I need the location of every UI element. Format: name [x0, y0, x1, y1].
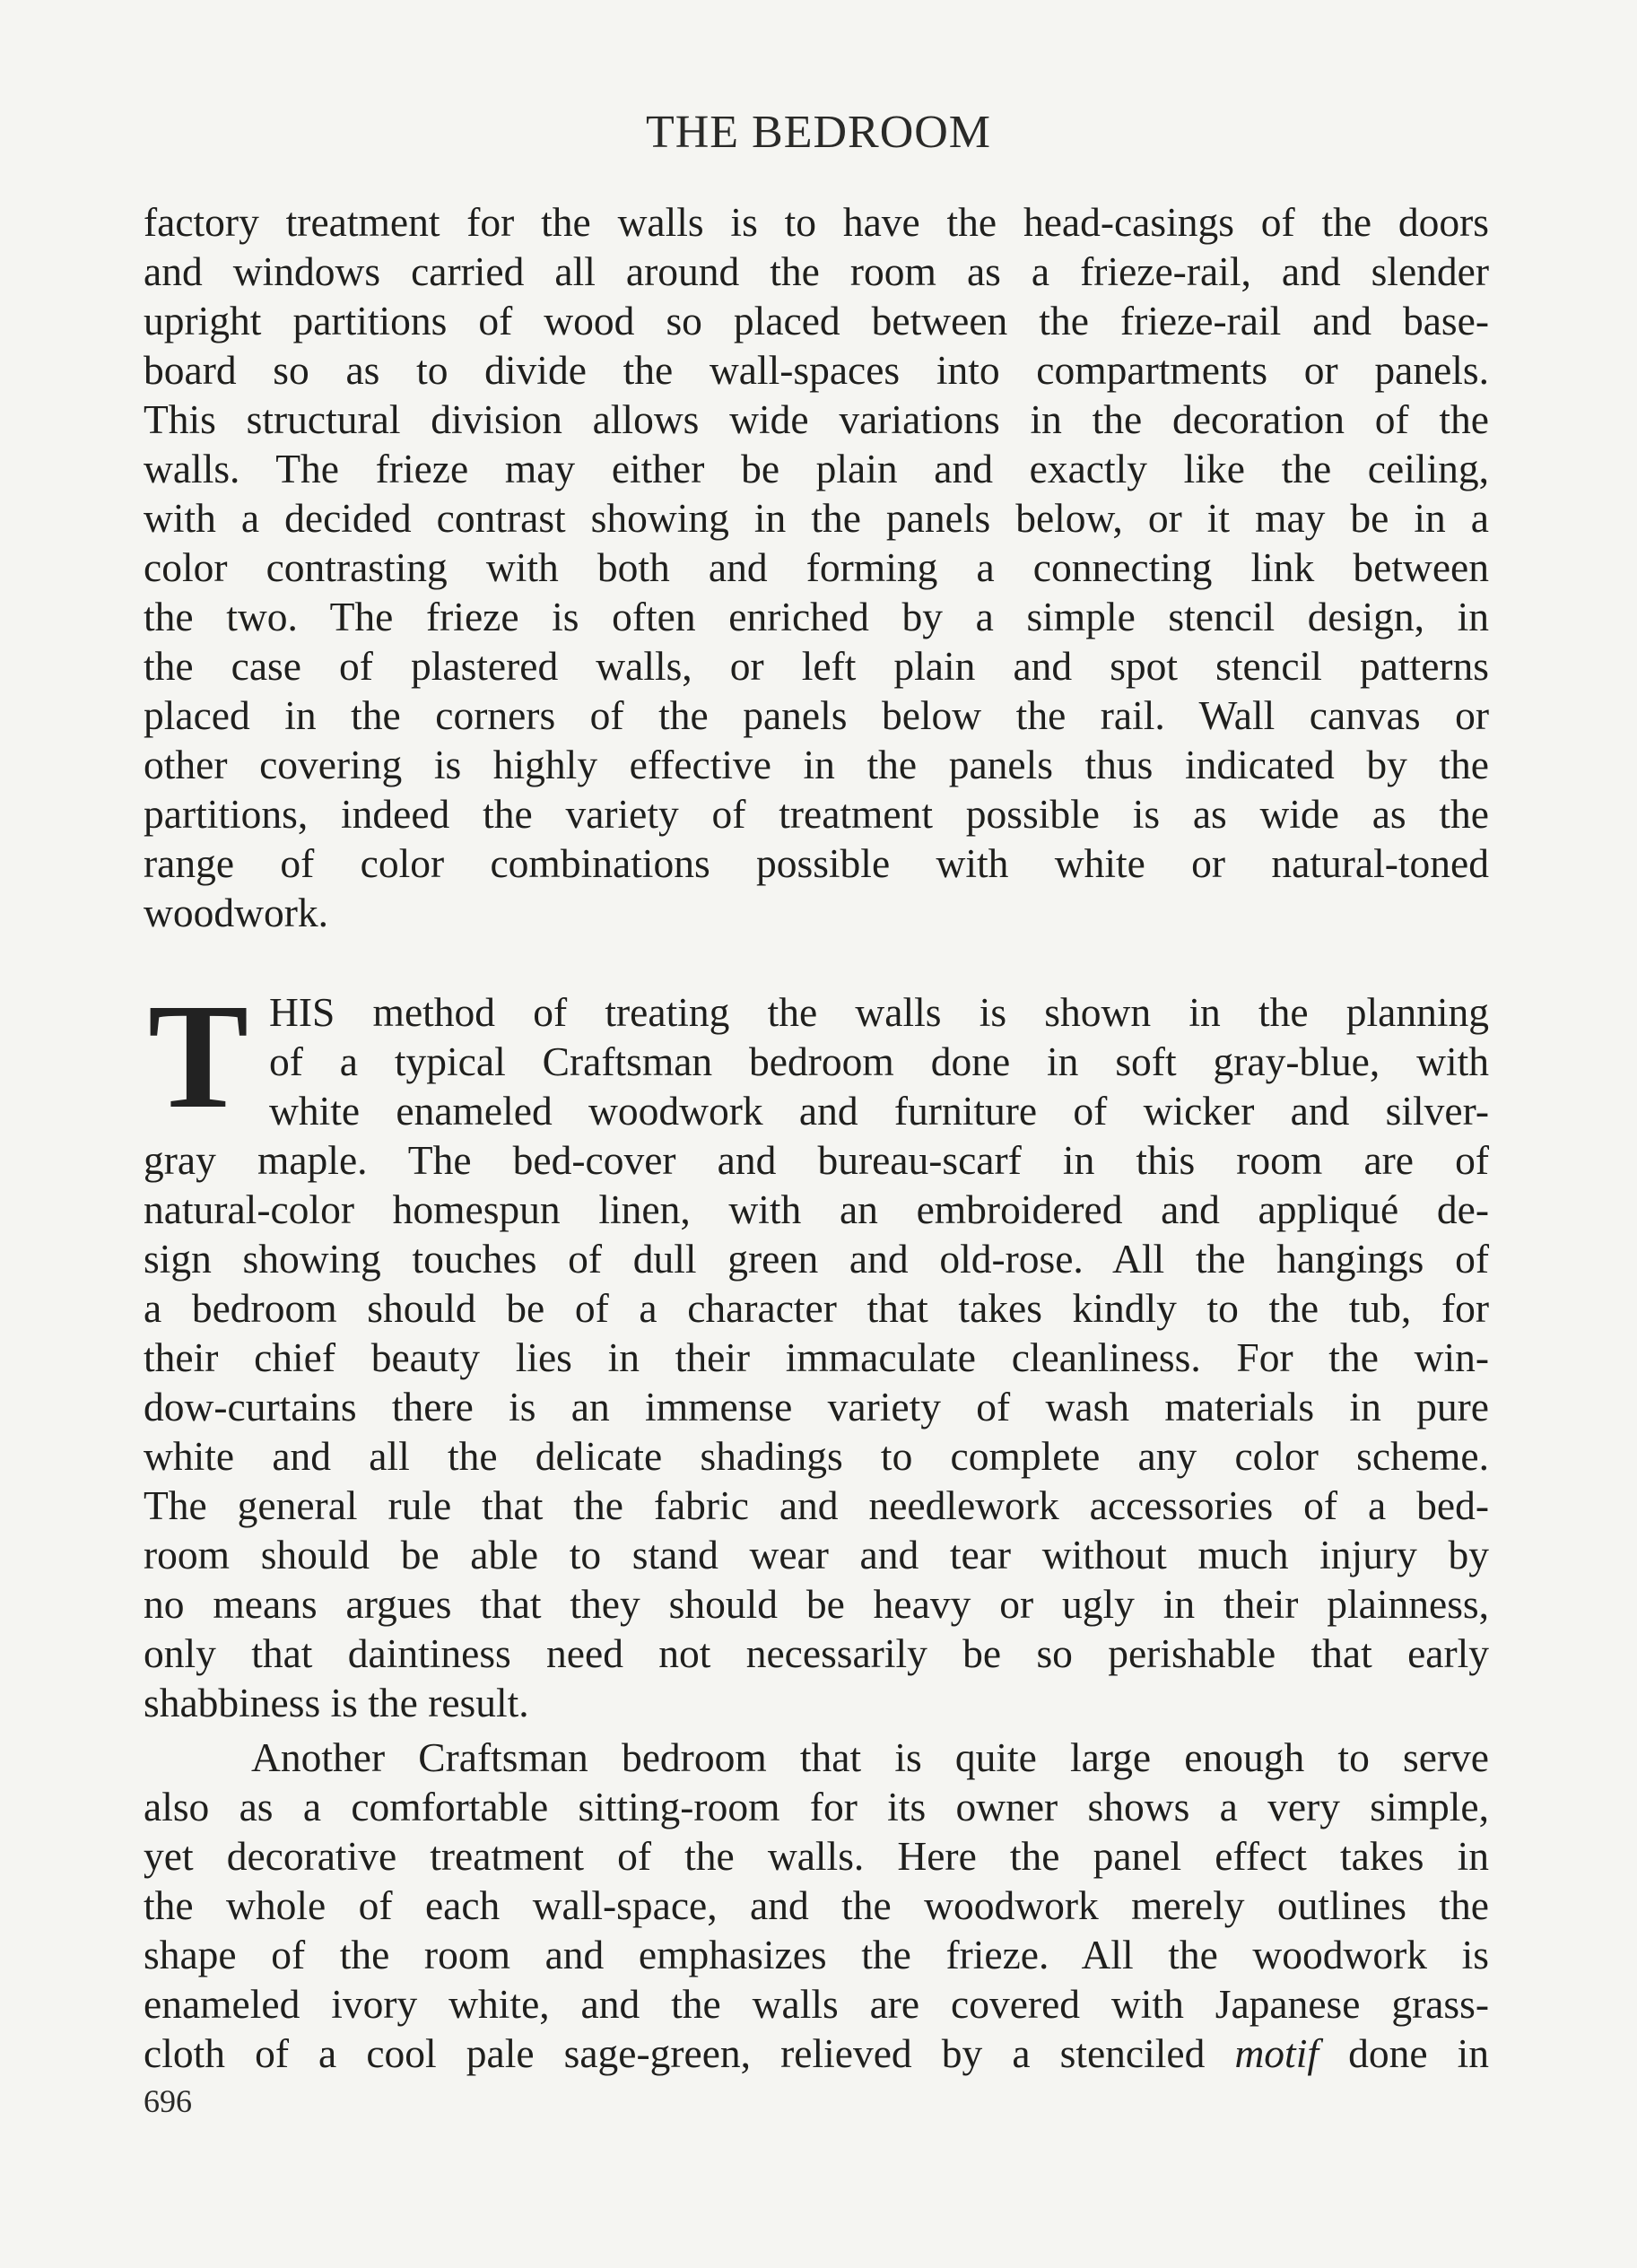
text-line: and windows carried all around the room as a frieze-rail, and slender — [144, 248, 1489, 294]
text-line: room should be able to stand wear and tear without much injury by — [144, 1532, 1489, 1577]
text-line: Another Craftsman bedroom that is quite large enough to serve — [251, 1734, 1489, 1780]
text-line: no means argues that they should be heavy or ugly in their plainness, — [144, 1581, 1489, 1627]
paragraph-2 — [144, 973, 1489, 1727]
text-line: walls. The frieze may either be plain and exactly like the ceiling, — [144, 446, 1489, 491]
text-line: with a decided contrast showing in the panels below, or it may be in a — [144, 495, 1489, 541]
text-line: The general rule that the fabric and needlework accessories of a bed- — [144, 1482, 1489, 1528]
text-segment: cloth of a cool pale sage-green, relieved by a stenciled — [144, 2030, 1235, 2076]
text-segment: done in — [1318, 2030, 1489, 2076]
page-body — [144, 197, 1489, 2078]
text-line: natural-color homespun linen, with an embroidered and appliqué de- — [144, 1186, 1489, 1232]
text-line: placed in the corners of the panels below the rail. Wall canvas or — [144, 692, 1489, 738]
page-number: 696 — [144, 2083, 192, 2119]
text-line: range of color combinations possible with white or natural-toned — [144, 840, 1489, 886]
text-line: a bedroom should be of a character that takes kindly to the tub, for — [144, 1285, 1489, 1331]
text-line: the whole of each wall-space, and the woodwork merely outlines the — [144, 1882, 1489, 1928]
text-line: white enameled woodwork and furniture of wicker and silver- — [269, 1088, 1489, 1134]
text-line: woodwork. — [144, 890, 328, 935]
text-line: enameled ivory white, and the walls are covered with Japanese grass- — [144, 1981, 1489, 2027]
text-line: board so as to divide the wall-spaces into compartments or panels. — [144, 347, 1489, 393]
italic-word: motif — [1234, 2030, 1319, 2076]
text-line: the case of plastered walls, or left plain and spot stencil patterns — [144, 643, 1489, 689]
text-line: only that daintiness need not necessarily be so perishable that early — [144, 1630, 1489, 1676]
text-line: the two. The frieze is often enriched by a simple stencil design, in — [144, 594, 1489, 639]
text-line: dow-curtains there is an immense variety of wash materials in pure — [144, 1384, 1489, 1429]
text-line: gray maple. The bed-cover and bureau-scarf in this room are of — [144, 1137, 1489, 1183]
text-line-final — [144, 2029, 1489, 2078]
text-line: This structural division allows wide variations in the decoration of the — [144, 396, 1489, 442]
paragraph-1 — [144, 197, 1489, 937]
text-line: of a typical Craftsman bedroom done in soft gray-blue, with — [269, 1038, 1489, 1084]
text-line: upright partitions of wood so placed between the frieze-rail and base- — [144, 298, 1489, 343]
paragraph-spacer — [144, 937, 1489, 987]
text-line: factory treatment for the walls is to have the head-casings of the doors — [144, 199, 1489, 245]
paragraph-3 — [144, 1733, 1489, 2078]
text-line: white and all the delicate shadings to complete any color scheme. — [144, 1433, 1489, 1479]
text-line: color contrasting with both and forming a connecting link between — [144, 544, 1489, 590]
text-line: also as a comfortable sitting-room for its owner shows a very simple, — [144, 1784, 1489, 1829]
text-line: other covering is highly effective in the panels thus indicated by the — [144, 742, 1489, 787]
text-line: yet decorative treatment of the walls. Here the panel effect takes in — [144, 1833, 1489, 1879]
page-header: THE BEDROOM — [645, 107, 992, 158]
text-line: shabbiness is the result. — [144, 1680, 529, 1725]
text-line: sign showing touches of dull green and old-rose. All the hangings of — [144, 1236, 1489, 1282]
drop-cap: T — [148, 973, 249, 1140]
text-line: partitions, indeed the variety of treatment possible is as wide as the — [144, 791, 1489, 837]
text-line: shape of the room and emphasizes the frieze. All the woodwork is — [144, 1932, 1489, 1977]
text-line: their chief beauty lies in their immaculate cleanliness. For the win- — [144, 1334, 1489, 1380]
text-line: HIS method of treating the walls is shown in the planning — [269, 989, 1489, 1035]
